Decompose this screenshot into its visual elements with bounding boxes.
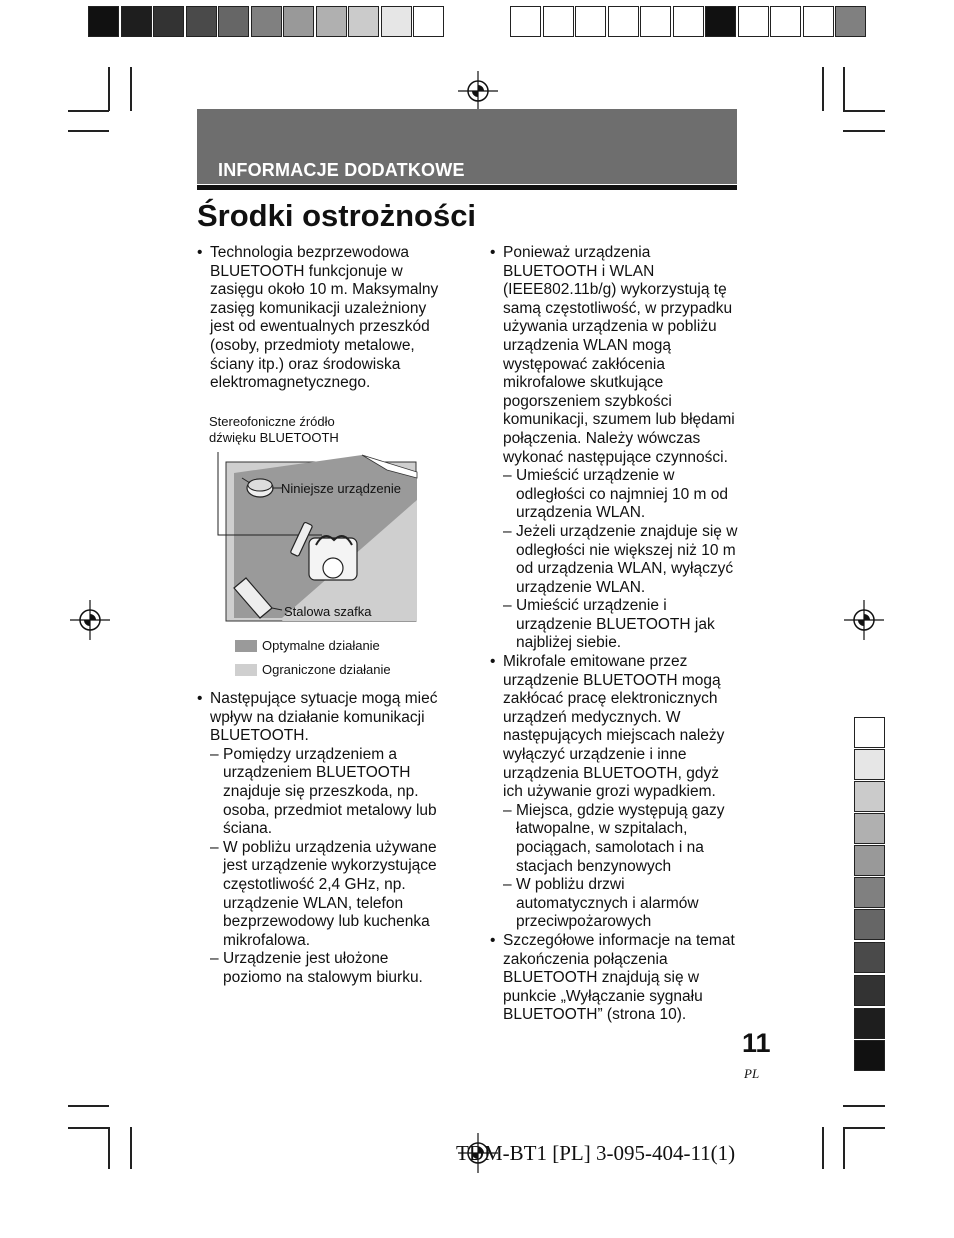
language-code: PL [744, 1066, 760, 1081]
dash-steel-desk: – Urządzenie jest ułożone poziomo na stalowym biurku. [197, 950, 449, 987]
bluetooth-range-diagram [212, 450, 422, 625]
registration-mark-icon [458, 71, 498, 111]
crop-mark [843, 1127, 845, 1169]
left-column-top [197, 244, 449, 393]
crop-mark [130, 67, 132, 111]
side-tab [854, 749, 885, 780]
crop-mark [843, 67, 845, 111]
legend-limited-swatch [235, 664, 257, 676]
registration-mark-icon [844, 600, 884, 640]
bullet-situations: • Następujące sytuacje mogą mieć wpływ na działanie komunikacji BLUETOOTH. [197, 690, 449, 746]
bullet-wlan: • Ponieważ urządzenia BLUETOOTH i WLAN (IEEE802.11b/g) wykorzystują tę samą częstotliwość, w przypadku używania urządzenia w pobliżu urządzenia WLAN mogą występować zakłócenia mikrofalowe skutkujące pogorszeniem szybkości komunikacji, szumem lub błędami połączenia. Należy wówczas wykonać następujące czynności. [490, 244, 740, 467]
legend-limited-label: Ograniczone działanie [262, 662, 391, 677]
crop-mark [68, 1105, 109, 1107]
bullet-medical: • Mikrofale emitowane przez urządzenie BLUETOOTH mogą zakłócać pracę elektronicznych urządzeń medycznych. W następujących miejscach należy wyłączyć urządzenie i inne urządzenia BLUETOOTH, gdyż ich używanie grozi wypadkiem. [490, 653, 740, 802]
device-label: Niniejsze urządzenie [281, 481, 401, 496]
crop-mark [843, 110, 885, 112]
side-tab [854, 909, 885, 940]
crop-mark [843, 1105, 885, 1107]
color-bar-left [88, 6, 446, 37]
page-title: Środki ostrożności [197, 198, 477, 233]
dash-turn-off-wlan: – Jeżeli urządzenie znajduje się w odległości nie większej niż 10 m od urządzenia WLAN, wyłączyć urządzenie WLAN. [490, 523, 740, 597]
crop-mark [822, 1127, 824, 1169]
side-tab [854, 717, 885, 748]
cabinet-label: Stalowa szafka [284, 604, 372, 619]
dash-obstacle: – Pomiędzy urządzeniem a urządzeniem BLUETOOTH znajduje się przeszkoda, np. osoba, przedmiot metalowy lub ściana. [197, 746, 449, 839]
section-label: INFORMACJE DODATKOWE [218, 160, 465, 180]
side-tab [854, 813, 885, 844]
right-column [490, 244, 740, 1025]
dash-distance: – Umieścić urządzenie w odległości co najmniej 10 m od urządzenia WLAN. [490, 467, 740, 523]
crop-mark [843, 130, 885, 132]
side-tab [854, 1008, 885, 1039]
side-tab [854, 942, 885, 973]
crop-mark [843, 1127, 885, 1129]
side-tab [854, 781, 885, 812]
source-label-line-1: Stereofoniczne źródło [209, 414, 335, 429]
bullet-details: • Szczegółowe informacje na temat zakończenia połączenia BLUETOOTH znajdują się w punkcie „Wyłączanie sygnału BLUETOOTH” (strona 10). [490, 932, 740, 1025]
crop-mark [68, 1127, 109, 1129]
left-column-bottom [197, 690, 449, 988]
dash-flammable: – Miejsca, gdzie występują gazy łatwopalne, w szpitalach, pociągach, samolotach i na stacjach benzynowych [490, 802, 740, 876]
footer-model-code: TDM-BT1 [PL] 3-095-404-11(1) [456, 1141, 736, 1165]
legend-optimal-label: Optymalne działanie [262, 638, 380, 653]
side-tab [854, 975, 885, 1006]
dash-interference: – W pobliżu urządzenia używane jest urządzenie wykorzystujące częstotliwość 2,4 GHz, np. urządzenie WLAN, telefon bezprzewodowy lub kuchenka mikrofalowa. [197, 839, 449, 951]
source-label-line-2: dźwięku BLUETOOTH [209, 430, 339, 445]
crop-mark [68, 110, 109, 112]
crop-mark [822, 67, 824, 111]
bullet-range-info: • Technologia bezprzewodowa BLUETOOTH funkcjonuje w zasięgu około 10 m. Maksymalny zasięg komunikacji uzależniony jest od ewentualnych przeszkód (osoby, przedmioty metalowe, ściany itp.) oraz środowiska elektromagnetycznego. [197, 244, 449, 393]
side-tab [854, 877, 885, 908]
legend-optimal-swatch [235, 640, 257, 652]
crop-mark [68, 130, 109, 132]
page-number: 11 [742, 1028, 771, 1058]
crop-mark [130, 1127, 132, 1169]
side-tab [854, 1040, 885, 1071]
registration-mark-icon [70, 600, 110, 640]
crop-mark [108, 67, 110, 111]
dash-automatic-doors: – W pobliżu drzwi automatycznych i alarmów przeciwpożarowych [490, 876, 740, 932]
crop-mark [108, 1127, 110, 1169]
section-header-rule [197, 185, 737, 190]
diagram-source-label [209, 414, 339, 446]
color-bar-right [510, 6, 868, 37]
side-tab [854, 845, 885, 876]
dash-place-close: – Umieścić urządzenie i urządzenie BLUETOOTH jak najbliżej siebie. [490, 597, 740, 653]
